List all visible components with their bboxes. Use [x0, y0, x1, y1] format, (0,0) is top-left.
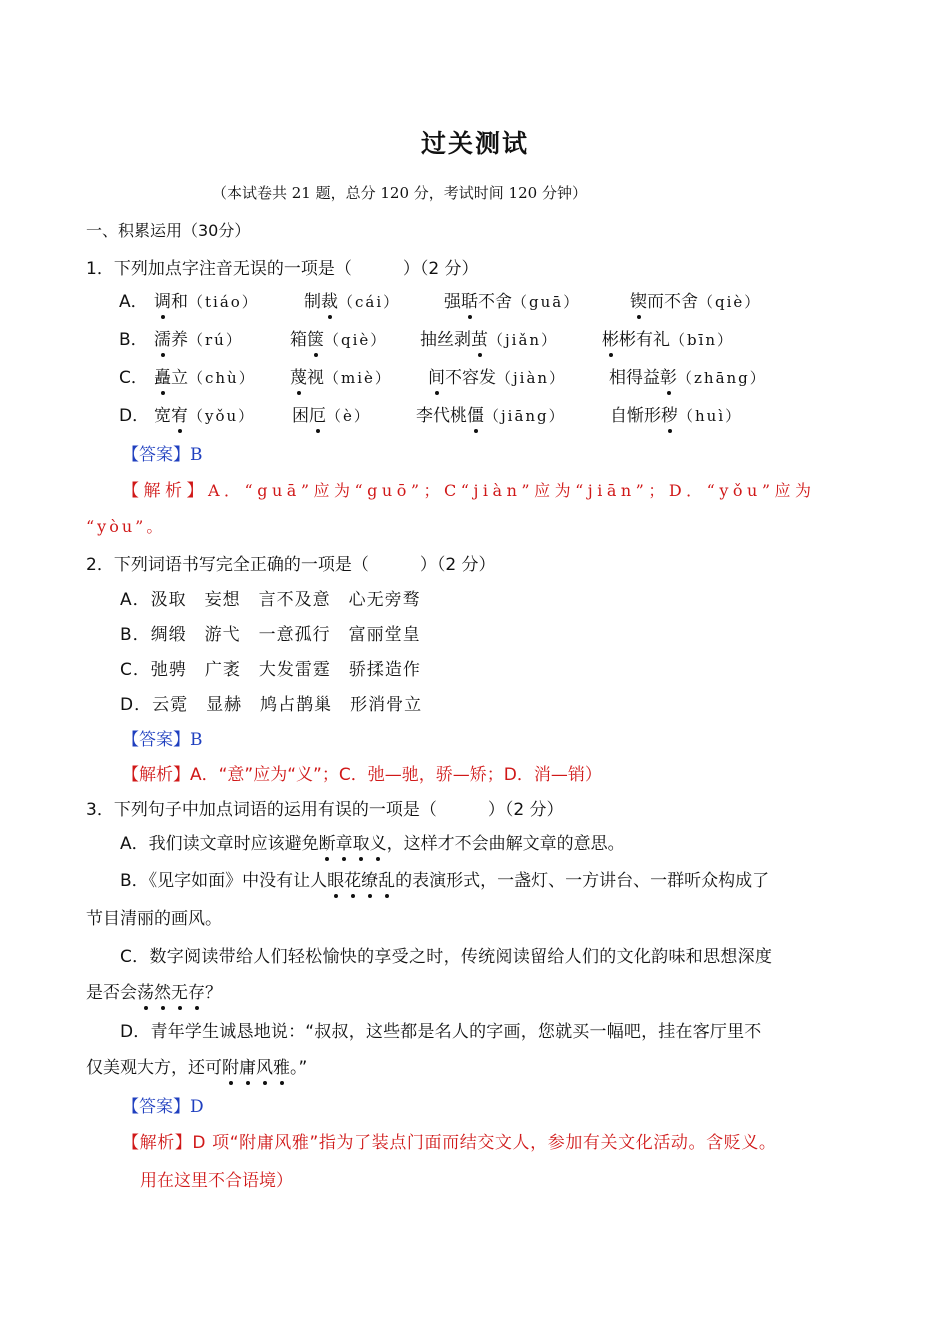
- word-text: 和: [171, 292, 188, 312]
- pinyin: （yǒu）: [188, 407, 256, 425]
- word-text: 宽: [154, 406, 171, 426]
- pinyin: （miè）: [324, 369, 392, 387]
- exam-note: （本试卷共 21 题，总分 120 分，考试时间 120 分钟）: [212, 184, 587, 202]
- dotted-char: 风: [256, 1053, 273, 1078]
- section-heading: 一、积累运用（30分）: [86, 221, 251, 240]
- dotted-char: 蔑: [290, 363, 307, 388]
- question-1-option-a-label: A．: [119, 292, 148, 312]
- dotted-char: 宥: [171, 401, 188, 426]
- question-1-answer: [122, 440, 203, 465]
- analysis-text: D 项“附庸风雅”指为了装点门面而结交文人，参加有关文化活动。含贬义。: [192, 1133, 777, 1153]
- pinyin: （qiè）: [698, 293, 762, 311]
- option-text: B．《见字如面》中没有让人: [120, 871, 328, 891]
- option-text: ，这样才不会曲解文章的意思。: [386, 834, 625, 854]
- question-2-answer: [122, 725, 203, 750]
- dotted-char: 矗: [154, 363, 171, 388]
- option-text: A．我们读文章时应该避免: [120, 834, 319, 854]
- pinyin: （cái）: [338, 293, 401, 311]
- question-1-option-a-item: [444, 287, 580, 312]
- pinyin: （chù）: [188, 369, 256, 387]
- dotted-char: 雅: [273, 1053, 290, 1078]
- answer-value: B: [190, 730, 203, 750]
- question-2-stem: 2．下列词语书写完全正确的一项是（ ）（2 分）: [86, 555, 496, 575]
- question-3-analysis: [122, 1128, 777, 1153]
- dotted-char: 箧: [307, 325, 324, 350]
- word-text: 而不舍: [647, 292, 698, 312]
- answer-label: 【答案】: [122, 1097, 190, 1117]
- word-text: 李代桃: [416, 406, 467, 426]
- analysis-label: 【解析】: [122, 765, 190, 785]
- word-text: 立: [171, 368, 188, 388]
- dotted-char: 庸: [239, 1053, 256, 1078]
- dotted-char: 茧: [471, 325, 488, 350]
- question-1-option-a-item: [304, 287, 400, 312]
- question-1-option-b-item: [602, 325, 734, 350]
- dotted-char: 无: [171, 978, 188, 1003]
- pinyin: （jiāng）: [484, 407, 566, 425]
- pinyin: （rú）: [188, 331, 243, 349]
- word-text: 养: [171, 330, 188, 350]
- question-3-option-b-cont: 节目清丽的画风。: [86, 909, 222, 929]
- question-3-option-a: [120, 829, 625, 854]
- question-3-stem: 3．下列句子中加点词语的运用有误的一项是（ ）（2 分）: [86, 800, 564, 820]
- question-3-analysis-cont: 用在这里不合语境）: [140, 1171, 293, 1191]
- pinyin: （zhāng）: [677, 369, 767, 387]
- dotted-char: 然: [154, 978, 171, 1003]
- dotted-char: 义: [370, 829, 387, 854]
- word-text: 视: [307, 368, 324, 388]
- dotted-char: 花: [344, 866, 361, 891]
- question-1-option-d-label: D．: [119, 406, 150, 426]
- pinyin: （jiǎn）: [488, 331, 559, 349]
- pinyin: （huì）: [678, 407, 743, 425]
- analysis-label: 【解析】: [122, 481, 208, 501]
- dotted-char: 存: [188, 978, 205, 1003]
- dotted-char: 彰: [660, 363, 677, 388]
- dotted-char: 眼: [327, 866, 344, 891]
- question-2-option-b: B．绸缎 游弋 一意孤行 富丽堂皇: [120, 625, 421, 645]
- dotted-char: 取: [353, 829, 370, 854]
- option-text: 是否会: [86, 983, 137, 1003]
- dotted-char: 章: [336, 829, 353, 854]
- question-1-option-c-item: [290, 363, 392, 388]
- question-1-option-d-item: [416, 401, 566, 426]
- dotted-char: 断: [319, 829, 336, 854]
- question-1-option-b-item: [154, 325, 243, 350]
- pinyin: （guā）: [512, 293, 581, 311]
- question-1-analysis: [122, 476, 816, 501]
- dotted-char: 僵: [467, 401, 484, 426]
- question-3-answer: [122, 1092, 204, 1117]
- analysis-text: A．“意”应为“义”；C．弛—驰，骄—矫；D．消—销）: [190, 765, 602, 785]
- question-1-option-c-item: [428, 363, 566, 388]
- answer-label: 【答案】: [122, 730, 190, 750]
- question-1-option-b-label: B．: [119, 330, 148, 350]
- page-title: 过关测试: [420, 129, 529, 158]
- question-1-option-a-item: [154, 287, 259, 312]
- dotted-char: 锲: [630, 287, 647, 312]
- analysis-label: 【解析】: [122, 1133, 193, 1153]
- dotted-char: 间: [428, 363, 445, 388]
- option-text: 。”: [290, 1058, 308, 1078]
- question-1-option-d-item: [610, 401, 742, 426]
- dotted-char: 附: [222, 1053, 239, 1078]
- word-text: 抽丝剥: [420, 330, 471, 350]
- question-1-option-c-item: [609, 363, 767, 388]
- pinyin: （jiàn）: [496, 369, 567, 387]
- question-1-option-a-item: [630, 287, 761, 312]
- question-3-option-d-cont: [86, 1053, 307, 1078]
- question-2-analysis: [122, 760, 602, 785]
- word-text: 困: [292, 406, 309, 426]
- dotted-term: [319, 834, 387, 854]
- dotted-term: [137, 983, 205, 1003]
- question-3-option-c: C．数字阅读带给人们轻松愉快的享受之时，传统阅读留给人们的文化韵味和思想深度: [120, 947, 773, 967]
- dotted-char: 荡: [137, 978, 154, 1003]
- pinyin: （qiè）: [324, 331, 388, 349]
- dotted-char: 缭: [361, 866, 378, 891]
- question-3-option-d: D．青年学生诚恳地说：“叔叔，这些都是名人的字画，您就买一幅吧，挂在客厅里不: [120, 1022, 762, 1042]
- question-2-option-d: D．云霓 显赫 鸠占鹊巢 形消骨立: [120, 695, 423, 715]
- option-text: 仅美观大方，还可: [86, 1058, 222, 1078]
- dotted-char: 裁: [321, 287, 338, 312]
- question-1-option-b-item: [290, 325, 387, 350]
- answer-value: B: [190, 445, 203, 465]
- dotted-term: [222, 1058, 290, 1078]
- word-text: 自惭形: [610, 406, 661, 426]
- analysis-text: A．“guā”应为“guō”；C“jiàn”应为“jiān”；D．“yǒu”应为: [208, 481, 816, 500]
- question-1-option-b-item: [420, 325, 558, 350]
- option-text: 的表演形式，一盏灯、一方讲台、一群听众构成了: [395, 871, 770, 891]
- option-text: ？: [205, 983, 222, 1003]
- dotted-term: [327, 871, 395, 891]
- pinyin: （è）: [326, 407, 371, 425]
- word-text: 彬有礼: [619, 330, 670, 350]
- question-3-option-c-cont: [86, 978, 222, 1003]
- question-1-option-d-item: [292, 401, 371, 426]
- dotted-char: 乱: [378, 866, 395, 891]
- dotted-char: 秽: [661, 401, 678, 426]
- question-1-option-c-item: [154, 363, 256, 388]
- answer-label: 【答案】: [122, 445, 190, 465]
- question-1-option-c-label: C．: [119, 368, 148, 388]
- question-1-analysis-cont: “yòu”。: [86, 517, 166, 536]
- question-1-option-d-item: [154, 401, 255, 426]
- word-text: 相得益: [609, 368, 660, 388]
- dotted-char: 彬: [602, 325, 619, 350]
- dotted-char: 聒: [461, 287, 478, 312]
- question-3-option-b: [120, 866, 769, 891]
- word-text: 不舍: [478, 292, 512, 312]
- answer-value: D: [190, 1097, 204, 1117]
- word-text: 不容发: [445, 368, 496, 388]
- dotted-char: 厄: [309, 401, 326, 426]
- word-text: 箱: [290, 330, 307, 350]
- word-text: 制: [304, 292, 321, 312]
- word-text: 强: [444, 292, 461, 312]
- question-2-option-c: C．弛骋 广袤 大发雷霆 骄揉造作: [120, 660, 421, 680]
- pinyin: （bīn）: [670, 331, 735, 349]
- dotted-char: 调: [154, 287, 171, 312]
- pinyin: （tiáo）: [188, 293, 259, 311]
- dotted-char: 濡: [154, 325, 171, 350]
- question-2-option-a: A．汲取 妄想 言不及意 心无旁骛: [120, 590, 421, 610]
- question-1-stem: 1．下列加点字注音无误的一项是（ ）（2 分）: [86, 259, 479, 279]
